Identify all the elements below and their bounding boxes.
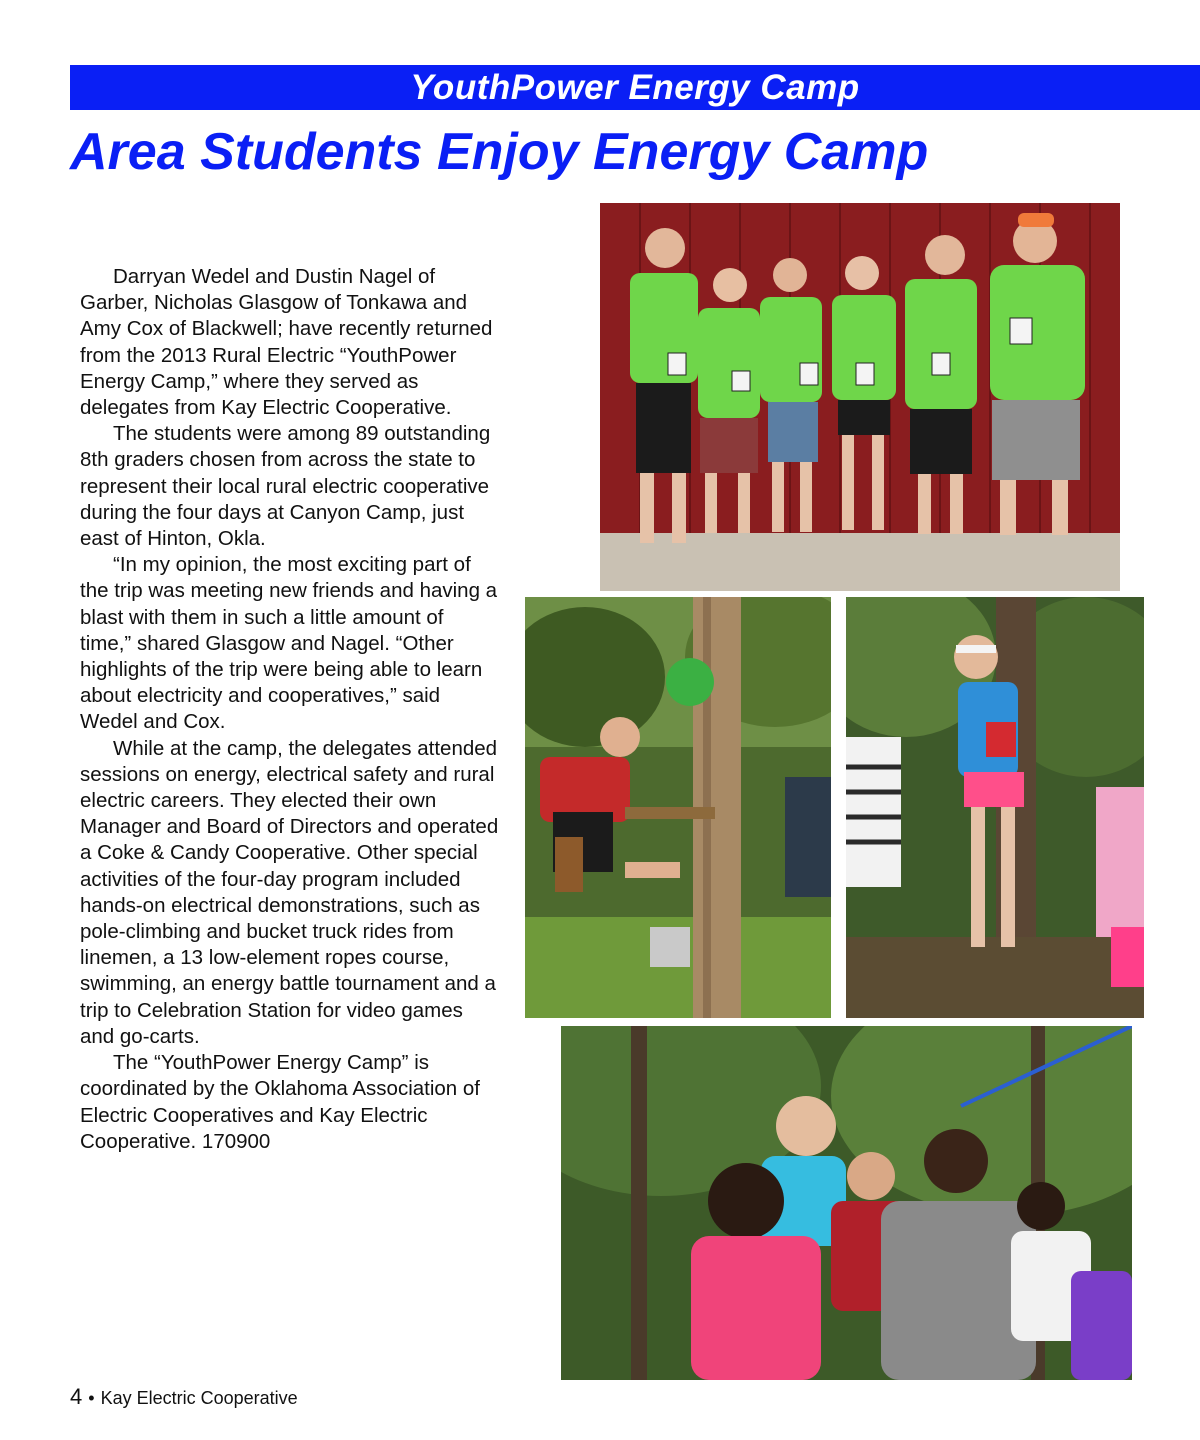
page-number: 4 [70, 1384, 83, 1409]
pole-climbing-photo [525, 597, 831, 1018]
article-paragraph: The “YouthPower Energy Camp” is coordinated by the Oklahoma Association of Electric Cooperatives and Kay Electric Cooperative. 170900 [80, 1051, 480, 1153]
publication-name: Kay Electric Cooperative [100, 1388, 298, 1408]
ropes-course-photo [846, 597, 1144, 1018]
section-banner [70, 65, 1200, 110]
article-body [80, 264, 500, 1155]
woods-group-photo [561, 1026, 1132, 1380]
page-footer [70, 1384, 298, 1410]
group-photo [600, 203, 1120, 591]
article-headline: Area Students Enjoy Energy Camp [70, 123, 929, 181]
footer-bullet: • [88, 1388, 95, 1408]
article-paragraph: Darryan Wedel and Dustin Nagel of Garber, Nicholas Glasgow of Tonkawa and Amy Cox of Blackwell; have recently returned from the 2013 Rural Electric “YouthPower Energy Camp,” where they served as delegates from Kay Electric Cooperative. [80, 265, 493, 420]
article-paragraph: “In my opinion, the most exciting part of the trip was meeting new friends and having a blast with them in such a little amount of time,” shared Glasgow and Nagel. “Other highlights of the trip were being able to learn about electricity and cooperatives,” said Wedel and Cox. [80, 553, 498, 734]
article-paragraph: While at the camp, the delegates attended sessions on energy, electrical safety and rural electric careers. They elected their own Manager and Board of Directors and operated a Coke & Candy Cooperative. Other special activities of the four-day program included hands-on electrical demonstrations, such as pole-climbing and bucket truck rides from linemen, a 13 low-element ropes course, swimming, an energy battle tournament and a trip to Celebration Station for video games and go-carts. [80, 736, 499, 1048]
article-paragraph: The students were among 89 outstanding 8th graders chosen from across the state to represent their local rural electric cooperative during the four days at Canyon Camp, just east of Hinton, Okla. [80, 422, 491, 551]
section-title: YouthPower Energy Camp [410, 67, 860, 107]
